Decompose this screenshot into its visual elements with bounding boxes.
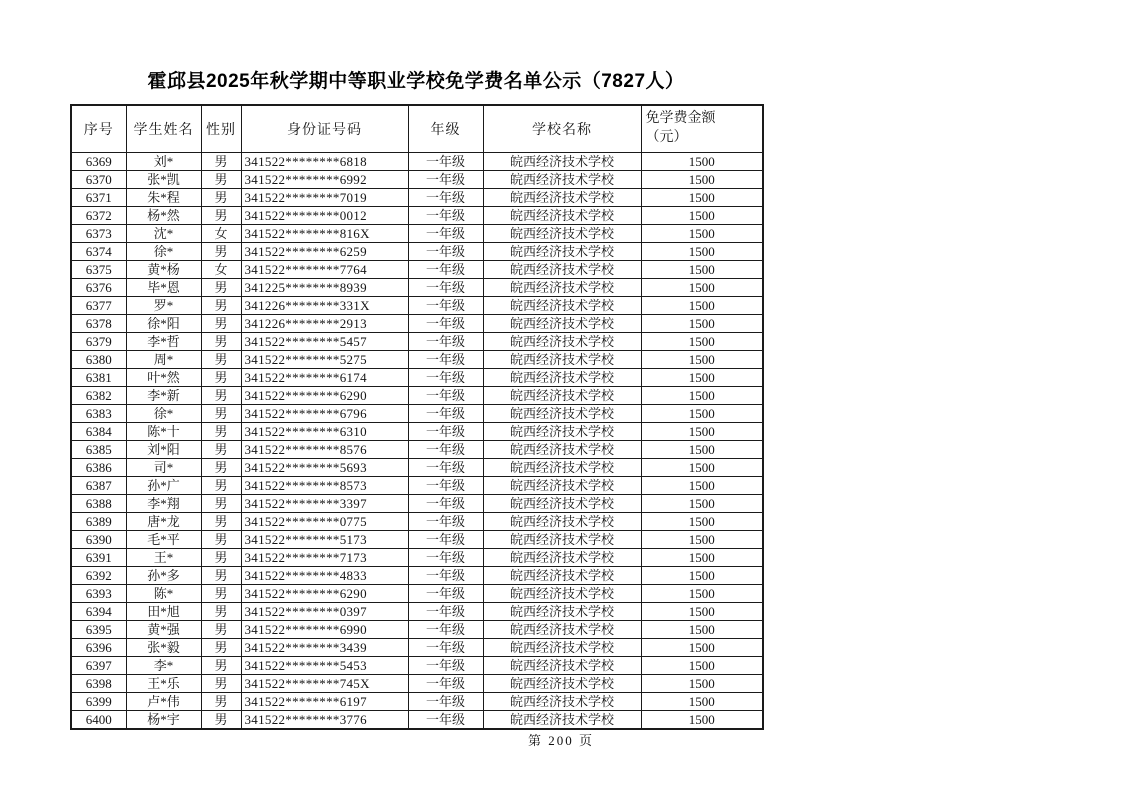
cell-amount: 1500 (641, 459, 763, 477)
cell-student-name: 罗* (126, 297, 201, 315)
cell-student-name: 司* (126, 459, 201, 477)
cell-grade: 一年级 (408, 333, 483, 351)
cell-student-name: 张*凯 (126, 171, 201, 189)
table-row (71, 333, 763, 351)
table-row (71, 513, 763, 531)
cell-id-number: 341522********6992 (241, 171, 408, 189)
cell-student-name: 朱*程 (126, 189, 201, 207)
cell-grade: 一年级 (408, 171, 483, 189)
cell-amount: 1500 (641, 387, 763, 405)
cell-school-name: 皖西经济技术学校 (483, 495, 641, 513)
table-header (71, 105, 763, 153)
cell-school-name: 皖西经济技术学校 (483, 279, 641, 297)
cell-serial: 6398 (71, 675, 126, 693)
cell-serial: 6397 (71, 657, 126, 675)
cell-grade: 一年级 (408, 639, 483, 657)
table-row (71, 369, 763, 387)
cell-serial: 6372 (71, 207, 126, 225)
cell-student-name: 杨*然 (126, 207, 201, 225)
header-id-number: 身份证号码 (241, 105, 408, 153)
cell-serial: 6370 (71, 171, 126, 189)
cell-serial: 6399 (71, 693, 126, 711)
header-gender: 性别 (201, 105, 241, 153)
cell-gender: 男 (201, 675, 241, 693)
cell-amount: 1500 (641, 333, 763, 351)
cell-serial: 6391 (71, 549, 126, 567)
cell-serial: 6382 (71, 387, 126, 405)
cell-gender: 男 (201, 693, 241, 711)
cell-school-name: 皖西经济技术学校 (483, 423, 641, 441)
cell-school-name: 皖西经济技术学校 (483, 567, 641, 585)
table-row (71, 495, 763, 513)
cell-serial: 6387 (71, 477, 126, 495)
cell-amount: 1500 (641, 189, 763, 207)
cell-gender: 男 (201, 477, 241, 495)
cell-gender: 男 (201, 621, 241, 639)
cell-amount: 1500 (641, 621, 763, 639)
table-row (71, 603, 763, 621)
cell-gender: 男 (201, 639, 241, 657)
cell-id-number: 341522********6259 (241, 243, 408, 261)
cell-gender: 男 (201, 423, 241, 441)
cell-id-number: 341522********0397 (241, 603, 408, 621)
cell-id-number: 341522********4833 (241, 567, 408, 585)
table-row (71, 423, 763, 441)
cell-amount: 1500 (641, 603, 763, 621)
cell-student-name: 张*毅 (126, 639, 201, 657)
cell-grade: 一年级 (408, 459, 483, 477)
table-header-row (71, 105, 763, 153)
cell-student-name: 周* (126, 351, 201, 369)
cell-serial: 6375 (71, 261, 126, 279)
cell-gender: 男 (201, 657, 241, 675)
cell-school-name: 皖西经济技术学校 (483, 711, 641, 730)
cell-gender: 男 (201, 585, 241, 603)
cell-id-number: 341522********5453 (241, 657, 408, 675)
header-grade: 年级 (408, 105, 483, 153)
cell-amount: 1500 (641, 207, 763, 225)
cell-gender: 男 (201, 297, 241, 315)
cell-gender: 男 (201, 549, 241, 567)
cell-gender: 男 (201, 603, 241, 621)
cell-student-name: 陈*十 (126, 423, 201, 441)
header-amount-line1: 免学费金额 (645, 111, 716, 127)
cell-school-name: 皖西经济技术学校 (483, 333, 641, 351)
cell-grade: 一年级 (408, 513, 483, 531)
cell-id-number: 341522********7019 (241, 189, 408, 207)
table-row (71, 477, 763, 495)
table-row (71, 657, 763, 675)
cell-id-number: 341522********6796 (241, 405, 408, 423)
cell-amount: 1500 (641, 675, 763, 693)
table-row (71, 693, 763, 711)
cell-grade: 一年级 (408, 711, 483, 730)
header-school-name: 学校名称 (483, 105, 641, 153)
cell-grade: 一年级 (408, 225, 483, 243)
cell-grade: 一年级 (408, 675, 483, 693)
cell-student-name: 孙*多 (126, 567, 201, 585)
table-row (71, 261, 763, 279)
cell-serial: 6385 (71, 441, 126, 459)
table-row (71, 585, 763, 603)
cell-school-name: 皖西经济技术学校 (483, 153, 641, 171)
cell-amount: 1500 (641, 531, 763, 549)
cell-id-number: 341522********6174 (241, 369, 408, 387)
cell-amount: 1500 (641, 585, 763, 603)
cell-id-number: 341522********7764 (241, 261, 408, 279)
cell-grade: 一年级 (408, 603, 483, 621)
cell-grade: 一年级 (408, 153, 483, 171)
cell-id-number: 341225********8939 (241, 279, 408, 297)
table-body (71, 153, 763, 730)
cell-id-number: 341522********816X (241, 225, 408, 243)
cell-student-name: 叶*然 (126, 369, 201, 387)
cell-grade: 一年级 (408, 315, 483, 333)
cell-school-name: 皖西经济技术学校 (483, 387, 641, 405)
cell-student-name: 毕*恩 (126, 279, 201, 297)
cell-gender: 男 (201, 711, 241, 730)
cell-amount: 1500 (641, 405, 763, 423)
cell-gender: 男 (201, 459, 241, 477)
cell-serial: 6381 (71, 369, 126, 387)
cell-serial: 6388 (71, 495, 126, 513)
cell-id-number: 341522********5457 (241, 333, 408, 351)
cell-id-number: 341522********7173 (241, 549, 408, 567)
cell-grade: 一年级 (408, 189, 483, 207)
cell-amount: 1500 (641, 315, 763, 333)
cell-amount: 1500 (641, 477, 763, 495)
table-row (71, 279, 763, 297)
cell-student-name: 刘*阳 (126, 441, 201, 459)
cell-serial: 6393 (71, 585, 126, 603)
cell-student-name: 黄*强 (126, 621, 201, 639)
cell-amount: 1500 (641, 243, 763, 261)
cell-school-name: 皖西经济技术学校 (483, 549, 641, 567)
cell-grade: 一年级 (408, 351, 483, 369)
cell-school-name: 皖西经济技术学校 (483, 477, 641, 495)
cell-serial: 6380 (71, 351, 126, 369)
cell-school-name: 皖西经济技术学校 (483, 369, 641, 387)
cell-id-number: 341522********3397 (241, 495, 408, 513)
cell-grade: 一年级 (408, 261, 483, 279)
page-number: 第 200 页 (527, 733, 594, 748)
table-row (71, 621, 763, 639)
cell-school-name: 皖西经济技术学校 (483, 585, 641, 603)
table-row (71, 153, 763, 171)
cell-student-name: 田*旭 (126, 603, 201, 621)
cell-gender: 男 (201, 189, 241, 207)
cell-id-number: 341522********745X (241, 675, 408, 693)
cell-grade: 一年级 (408, 243, 483, 261)
table-row (71, 387, 763, 405)
table-row (71, 243, 763, 261)
cell-id-number: 341522********6990 (241, 621, 408, 639)
cell-amount: 1500 (641, 567, 763, 585)
cell-serial: 6396 (71, 639, 126, 657)
cell-grade: 一年级 (408, 477, 483, 495)
cell-serial: 6378 (71, 315, 126, 333)
cell-student-name: 王*乐 (126, 675, 201, 693)
cell-serial: 6389 (71, 513, 126, 531)
table-row (71, 225, 763, 243)
cell-school-name: 皖西经济技术学校 (483, 441, 641, 459)
cell-id-number: 341522********3439 (241, 639, 408, 657)
table-row (71, 639, 763, 657)
cell-gender: 男 (201, 441, 241, 459)
table-row (71, 315, 763, 333)
cell-amount: 1500 (641, 549, 763, 567)
table-row (71, 711, 763, 730)
cell-id-number: 341522********6818 (241, 153, 408, 171)
cell-id-number: 341522********5173 (241, 531, 408, 549)
cell-grade: 一年级 (408, 369, 483, 387)
cell-id-number: 341522********0775 (241, 513, 408, 531)
cell-grade: 一年级 (408, 621, 483, 639)
cell-serial: 6369 (71, 153, 126, 171)
cell-grade: 一年级 (408, 531, 483, 549)
cell-student-name: 毛*平 (126, 531, 201, 549)
fee-exemption-table (70, 104, 764, 730)
cell-school-name: 皖西经济技术学校 (483, 675, 641, 693)
cell-id-number: 341522********6290 (241, 387, 408, 405)
table-row (71, 549, 763, 567)
header-amount-line2: （元） (645, 130, 688, 145)
cell-student-name: 杨*宇 (126, 711, 201, 730)
table-row (71, 441, 763, 459)
cell-gender: 男 (201, 531, 241, 549)
cell-school-name: 皖西经济技术学校 (483, 639, 641, 657)
table-row (71, 189, 763, 207)
cell-id-number: 341522********6290 (241, 585, 408, 603)
cell-school-name: 皖西经济技术学校 (483, 621, 641, 639)
cell-grade: 一年级 (408, 441, 483, 459)
cell-school-name: 皖西经济技术学校 (483, 297, 641, 315)
cell-gender: 女 (201, 261, 241, 279)
cell-grade: 一年级 (408, 567, 483, 585)
cell-id-number: 341522********8576 (241, 441, 408, 459)
cell-student-name: 卢*伟 (126, 693, 201, 711)
cell-gender: 男 (201, 315, 241, 333)
cell-id-number: 341522********6197 (241, 693, 408, 711)
cell-serial: 6390 (71, 531, 126, 549)
cell-id-number: 341522********3776 (241, 711, 408, 730)
cell-gender: 男 (201, 387, 241, 405)
cell-school-name: 皖西经济技术学校 (483, 225, 641, 243)
cell-serial: 6383 (71, 405, 126, 423)
cell-school-name: 皖西经济技术学校 (483, 459, 641, 477)
table-row (71, 171, 763, 189)
cell-serial: 6395 (71, 621, 126, 639)
cell-gender: 男 (201, 153, 241, 171)
cell-gender: 男 (201, 369, 241, 387)
cell-school-name: 皖西经济技术学校 (483, 693, 641, 711)
cell-student-name: 王* (126, 549, 201, 567)
table-row (71, 297, 763, 315)
cell-student-name: 徐* (126, 405, 201, 423)
cell-school-name: 皖西经济技术学校 (483, 189, 641, 207)
cell-gender: 男 (201, 567, 241, 585)
cell-grade: 一年级 (408, 387, 483, 405)
cell-serial: 6376 (71, 279, 126, 297)
cell-school-name: 皖西经济技术学校 (483, 315, 641, 333)
cell-student-name: 李* (126, 657, 201, 675)
cell-gender: 男 (201, 333, 241, 351)
cell-student-name: 陈* (126, 585, 201, 603)
cell-amount: 1500 (641, 639, 763, 657)
table-row (71, 351, 763, 369)
cell-grade: 一年级 (408, 495, 483, 513)
header-amount (641, 105, 763, 153)
cell-serial: 6371 (71, 189, 126, 207)
cell-student-name: 沈* (126, 225, 201, 243)
cell-amount: 1500 (641, 711, 763, 730)
cell-amount: 1500 (641, 513, 763, 531)
cell-serial: 6374 (71, 243, 126, 261)
cell-gender: 男 (201, 207, 241, 225)
cell-student-name: 刘* (126, 153, 201, 171)
cell-student-name: 唐*龙 (126, 513, 201, 531)
cell-amount: 1500 (641, 153, 763, 171)
cell-grade: 一年级 (408, 405, 483, 423)
cell-school-name: 皖西经济技术学校 (483, 171, 641, 189)
cell-serial: 6384 (71, 423, 126, 441)
cell-school-name: 皖西经济技术学校 (483, 405, 641, 423)
cell-student-name: 黄*杨 (126, 261, 201, 279)
cell-id-number: 341226********2913 (241, 315, 408, 333)
cell-school-name: 皖西经济技术学校 (483, 657, 641, 675)
cell-grade: 一年级 (408, 585, 483, 603)
cell-student-name: 李*新 (126, 387, 201, 405)
cell-id-number: 341522********5693 (241, 459, 408, 477)
cell-student-name: 李*哲 (126, 333, 201, 351)
cell-grade: 一年级 (408, 207, 483, 225)
cell-student-name: 徐* (126, 243, 201, 261)
cell-grade: 一年级 (408, 657, 483, 675)
table-row (71, 405, 763, 423)
cell-school-name: 皖西经济技术学校 (483, 243, 641, 261)
table-row (71, 675, 763, 693)
cell-amount: 1500 (641, 351, 763, 369)
cell-serial: 6379 (71, 333, 126, 351)
table-row (71, 531, 763, 549)
cell-amount: 1500 (641, 441, 763, 459)
cell-student-name: 孙*广 (126, 477, 201, 495)
cell-school-name: 皖西经济技术学校 (483, 603, 641, 621)
table-row (71, 207, 763, 225)
cell-gender: 男 (201, 513, 241, 531)
cell-id-number: 341226********331X (241, 297, 408, 315)
header-serial: 序号 (71, 105, 126, 153)
cell-school-name: 皖西经济技术学校 (483, 261, 641, 279)
cell-grade: 一年级 (408, 279, 483, 297)
cell-school-name: 皖西经济技术学校 (483, 351, 641, 369)
cell-grade: 一年级 (408, 549, 483, 567)
cell-grade: 一年级 (408, 297, 483, 315)
cell-gender: 男 (201, 243, 241, 261)
cell-grade: 一年级 (408, 423, 483, 441)
cell-school-name: 皖西经济技术学校 (483, 531, 641, 549)
cell-gender: 男 (201, 495, 241, 513)
cell-student-name: 徐*阳 (126, 315, 201, 333)
cell-gender: 男 (201, 279, 241, 297)
cell-id-number: 341522********6310 (241, 423, 408, 441)
cell-serial: 6386 (71, 459, 126, 477)
table-row (71, 459, 763, 477)
cell-student-name: 李*翔 (126, 495, 201, 513)
cell-serial: 6373 (71, 225, 126, 243)
cell-gender: 男 (201, 351, 241, 369)
cell-amount: 1500 (641, 279, 763, 297)
cell-amount: 1500 (641, 657, 763, 675)
cell-gender: 男 (201, 405, 241, 423)
cell-amount: 1500 (641, 369, 763, 387)
cell-school-name: 皖西经济技术学校 (483, 207, 641, 225)
cell-id-number: 341522********8573 (241, 477, 408, 495)
table-row (71, 567, 763, 585)
cell-serial: 6400 (71, 711, 126, 730)
page-title: 霍邱县2025年秋学期中等职业学校免学费名单公示（7827人） (147, 71, 685, 92)
cell-amount: 1500 (641, 171, 763, 189)
cell-serial: 6392 (71, 567, 126, 585)
cell-serial: 6377 (71, 297, 126, 315)
header-student-name: 学生姓名 (126, 105, 201, 153)
cell-gender: 男 (201, 171, 241, 189)
cell-amount: 1500 (641, 297, 763, 315)
cell-amount: 1500 (641, 423, 763, 441)
cell-school-name: 皖西经济技术学校 (483, 513, 641, 531)
cell-id-number: 341522********0012 (241, 207, 408, 225)
cell-serial: 6394 (71, 603, 126, 621)
cell-amount: 1500 (641, 495, 763, 513)
cell-grade: 一年级 (408, 693, 483, 711)
cell-id-number: 341522********5275 (241, 351, 408, 369)
cell-amount: 1500 (641, 693, 763, 711)
cell-amount: 1500 (641, 261, 763, 279)
cell-gender: 女 (201, 225, 241, 243)
cell-amount: 1500 (641, 225, 763, 243)
